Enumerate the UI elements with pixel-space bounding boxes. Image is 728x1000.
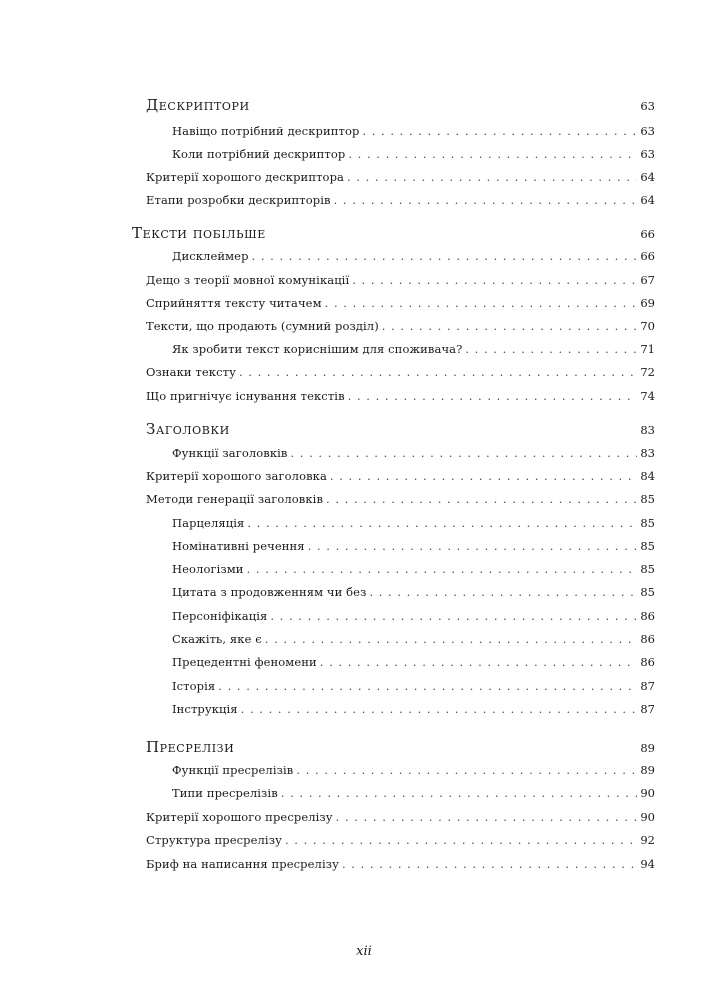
- toc-entry-page: 85: [640, 492, 655, 506]
- chapter-heading: [146, 420, 655, 438]
- dot-leader: [369, 585, 637, 599]
- dot-leader: [334, 193, 638, 207]
- toc-entry-title: Типи пресрелізів: [172, 786, 278, 800]
- toc-entry-title: Бриф на написання пресрелізу: [146, 857, 339, 871]
- chapter-title: Дескриптори: [146, 96, 250, 114]
- toc-entry-title: Критерії хорошого заголовка: [146, 469, 327, 483]
- toc-entry-title: Що пригнічує існування текстів: [146, 389, 345, 403]
- toc-entry: [146, 365, 655, 379]
- toc-entry: [146, 833, 655, 847]
- toc-entry-title: Функції заголовків: [172, 446, 288, 460]
- toc-entry-page: 85: [640, 562, 655, 576]
- toc-entry-page: 89: [640, 763, 655, 777]
- page-folio: xii: [356, 944, 372, 959]
- toc-entry: [146, 273, 655, 287]
- toc-entry: [172, 446, 655, 460]
- toc-entry-page: 63: [640, 124, 655, 138]
- toc-entry-title: Як зробити текст кориснішим для споживача?: [172, 342, 463, 356]
- toc-entry-title: Етапи розробки дескрипторів: [146, 193, 331, 207]
- chapter-heading: [146, 738, 655, 756]
- toc-entry-title: Інструкція: [172, 702, 238, 716]
- toc-entry: [146, 492, 655, 506]
- toc-entry: [146, 193, 655, 207]
- toc-entry-page: 70: [640, 319, 655, 333]
- toc-entry: [172, 147, 655, 161]
- dot-leader: [342, 857, 637, 871]
- dot-leader: [218, 679, 637, 693]
- dot-leader: [336, 810, 638, 824]
- toc-entry: [172, 702, 655, 716]
- toc-entry: [146, 469, 655, 483]
- toc-entry: [172, 562, 655, 576]
- toc-entry-title: Структура пресрелізу: [146, 833, 282, 847]
- toc-entry-page: 86: [640, 632, 655, 646]
- toc-entry: [146, 319, 655, 333]
- dot-leader: [270, 609, 637, 623]
- dot-leader: [252, 249, 638, 263]
- dot-leader: [326, 492, 637, 506]
- dot-leader: [352, 273, 637, 287]
- toc-entry: [172, 655, 655, 669]
- toc-entry-page: 72: [640, 365, 655, 379]
- dot-leader: [285, 833, 637, 847]
- toc-entry-title: Цитата з продовженням чи без: [172, 585, 367, 599]
- toc-entry-title: Навіщо потрібний дескриптор: [172, 124, 360, 138]
- dot-leader: [347, 170, 637, 184]
- toc-entry-page: 84: [640, 469, 655, 483]
- dot-leader: [247, 516, 637, 530]
- toc-entry-page: 83: [640, 446, 655, 460]
- toc-entry: [172, 124, 655, 138]
- toc-entry: [172, 763, 655, 777]
- chapter-title: Тексти побільше: [132, 224, 266, 242]
- dot-leader: [239, 365, 637, 379]
- chapter-title: Пресрелізи: [146, 738, 235, 756]
- toc-entry-page: 63: [640, 147, 655, 161]
- toc-entry-title: Коли потрібний дескриптор: [172, 147, 346, 161]
- toc-entry-title: Методи генерації заголовків: [146, 492, 324, 506]
- toc-entry-title: Сприйняття тексту читачем: [146, 296, 322, 310]
- dot-leader: [362, 124, 637, 138]
- toc-entry-page: 94: [640, 857, 655, 871]
- toc-entry-title: Тексти, що продають (сумний розділ): [146, 319, 379, 333]
- toc-entry-title: Критерії хорошого дескриптора: [146, 170, 344, 184]
- toc-entry-page: 85: [640, 516, 655, 530]
- dot-leader: [325, 296, 638, 310]
- toc-entry-page: 86: [640, 655, 655, 669]
- toc-entry-page: 67: [640, 273, 655, 287]
- dot-leader: [330, 469, 637, 483]
- toc-entry-page: 92: [640, 833, 655, 847]
- chapter-page-number: 66: [640, 227, 655, 241]
- toc-entry-title: Персоніфікація: [172, 609, 268, 623]
- toc-entry: [146, 389, 655, 403]
- toc-entry: [172, 786, 655, 800]
- toc-entry-page: 87: [640, 679, 655, 693]
- dot-leader: [348, 147, 637, 161]
- toc-entry-title: Парцеляція: [172, 516, 245, 530]
- toc-entry-title: Критерії хорошого пресрелізу: [146, 810, 333, 824]
- toc-entry-page: 66: [640, 249, 655, 263]
- dot-leader: [291, 446, 638, 460]
- dot-leader: [348, 389, 638, 403]
- toc-entry: [146, 810, 655, 824]
- toc-entry-page: 85: [640, 585, 655, 599]
- toc-entry-page: 90: [640, 786, 655, 800]
- toc-entry-title: Ознаки тексту: [146, 365, 236, 379]
- toc-entry-title: Функції пресрелізів: [172, 763, 294, 777]
- toc-entry: [172, 632, 655, 646]
- chapter-heading: [132, 224, 655, 242]
- toc-entry: [172, 679, 655, 693]
- toc-entry: [146, 857, 655, 871]
- toc-entry-title: Номінативні речення: [172, 539, 305, 553]
- toc-entry-title: Неологізми: [172, 562, 244, 576]
- toc-entry-page: 69: [640, 296, 655, 310]
- dot-leader: [296, 763, 637, 777]
- dot-leader: [247, 562, 638, 576]
- dot-leader: [265, 632, 638, 646]
- toc-entry-title: Дисклеймер: [172, 249, 249, 263]
- toc-entry: [172, 249, 655, 263]
- toc-entry-page: 86: [640, 609, 655, 623]
- toc-entry-title: Дещо з теорії мовної комунікації: [146, 273, 350, 287]
- toc-entry-page: 74: [640, 389, 655, 403]
- toc-entry-page: 90: [640, 810, 655, 824]
- dot-leader: [281, 786, 638, 800]
- toc-entry: [172, 539, 655, 553]
- chapter-page-number: 89: [640, 741, 655, 755]
- toc-entry-title: Історія: [172, 679, 216, 693]
- toc-entry-page: 71: [640, 342, 655, 356]
- dot-leader: [241, 702, 638, 716]
- toc-entry-title: Прецедентні феномени: [172, 655, 317, 669]
- toc-entry-page: 85: [640, 539, 655, 553]
- dot-leader: [382, 319, 638, 333]
- toc-entry: [172, 609, 655, 623]
- chapter-page-number: 83: [640, 423, 655, 437]
- dot-leader: [465, 342, 637, 356]
- toc-entry-page: 87: [640, 702, 655, 716]
- toc-entry: [172, 342, 655, 356]
- chapter-title: Заголовки: [146, 420, 230, 438]
- toc-entry: [146, 296, 655, 310]
- dot-leader: [308, 539, 638, 553]
- toc-entry-page: 64: [640, 170, 655, 184]
- toc-entry: [172, 585, 655, 599]
- toc-entry: [146, 170, 655, 184]
- toc-entry-title: Скажіть, яке є: [172, 632, 262, 646]
- toc-entry-page: 64: [640, 193, 655, 207]
- toc-entry: [172, 516, 655, 530]
- chapter-heading: [146, 96, 655, 114]
- dot-leader: [320, 655, 638, 669]
- chapter-page-number: 63: [640, 99, 655, 113]
